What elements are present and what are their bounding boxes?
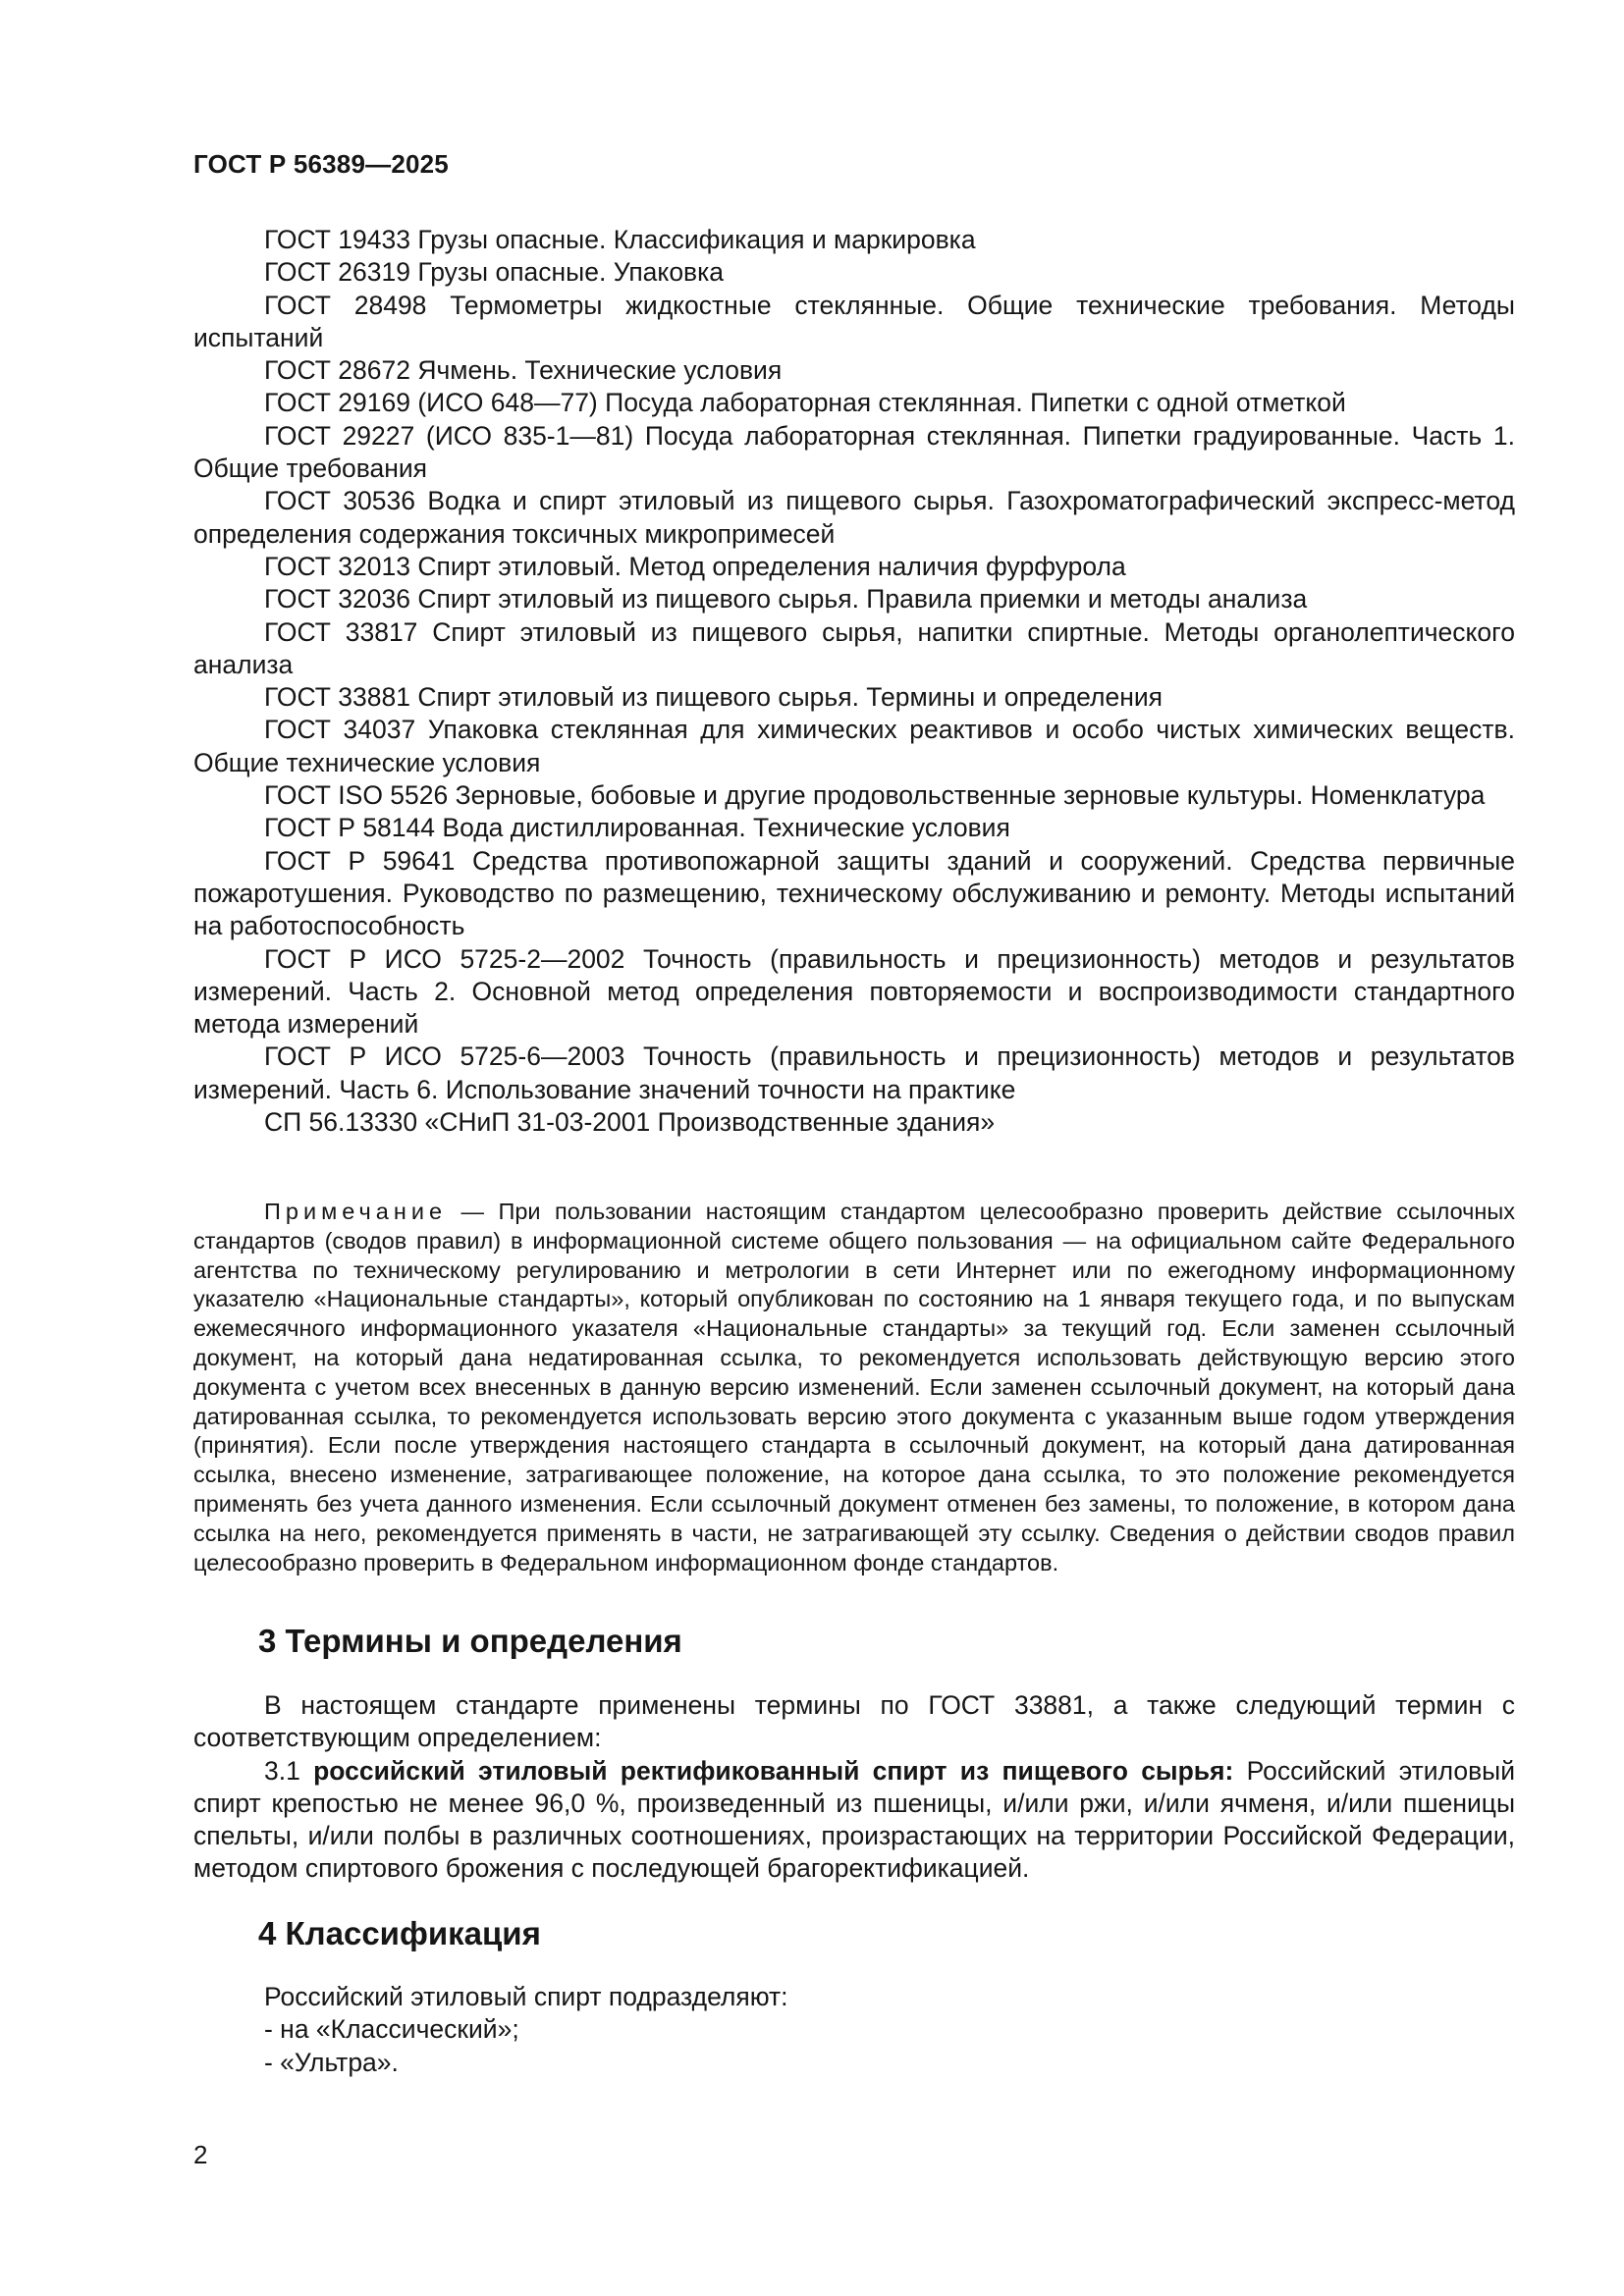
section-3-intro: В настоящем стандарте применены термины по ГОСТ 33881, а также следующий термин с соответствующим определением:: [193, 1690, 1515, 1753]
term-definition-text: Российский этиловый спирт крепостью не менее 96,0 %, произведенный из пшеницы, и/или ржи, и/или ячменя, и/или пшеницы спельты, и/или полбы в различных соотношениях, произрастающих на территории Российской Федерации, методом спиртового брожения с последующей брагоректификацией.: [193, 1755, 1516, 1884]
reference-item: [193, 583, 1515, 615]
reference-title: Средства противопожарной защиты зданий и сооружений. Средства первичные пожаротушения. Руководство по размещению, техническому обслуживанию и ремонту. Методы испытаний на работоспособность: [193, 845, 1515, 941]
reference-item: [193, 387, 1515, 419]
term-number: 3.1: [264, 1755, 300, 1786]
normative-references-list: [193, 224, 1515, 1139]
term-name: российский этиловый ректификованный спирт из пищевого сырья:: [313, 1755, 1234, 1786]
reference-item: [193, 1041, 1515, 1106]
section-4-heading: 4 Классификация: [258, 1915, 541, 1951]
reference-code: ГОСТ 30536: [264, 486, 415, 516]
reference-title: Спирт этиловый из пищевого сырья. Правила приемки и методы анализа: [417, 584, 1308, 614]
reference-title: Точность (правильность и прецизионность) методов и результатов измерений. Часть 2. Основной метод определения повторяемости и воспроизводимости стандартного метода измерений: [193, 943, 1515, 1040]
reference-title: Спирт этиловый. Метод определения наличия фурфурола: [417, 551, 1126, 581]
note-label: Примечание: [264, 1199, 448, 1224]
reference-item: [193, 616, 1515, 682]
reference-item: [193, 845, 1515, 943]
reference-title: Спирт этиловый из пищевого сырья. Термины и определения: [417, 682, 1163, 713]
reference-code: ГОСТ 34037: [264, 715, 416, 745]
reference-title: Спирт этиловый из пищевого сырья, напитки спиртные. Методы органолептического анализа: [193, 616, 1515, 679]
reference-code: ГОСТ 26319: [264, 257, 410, 288]
reference-title: Упаковка стеклянная для химических реактивов и особо чистых химических веществ. Общие технические условия: [193, 715, 1516, 777]
section-3-heading: 3 Термины и определения: [258, 1623, 682, 1659]
reference-title: Термометры жидкостные стеклянные. Общие технические требования. Методы испытаний: [193, 290, 1515, 352]
reference-code: ГОСТ 33881: [264, 682, 410, 713]
list-item: - «Ультра».: [264, 2047, 399, 2077]
reference-item: [193, 779, 1515, 812]
reference-title: «СНиП 31-03-2001 Производственные здания»: [424, 1107, 996, 1138]
reference-code: ГОСТ Р 59641: [264, 845, 456, 876]
reference-code: ГОСТ Р ИСО 5725-6—2003: [264, 1041, 625, 1072]
document-header: ГОСТ Р 56389—2025: [193, 149, 449, 179]
reference-code: ГОСТ Р ИСО 5725-2—2002: [264, 943, 625, 974]
reference-code: ГОСТ 28498: [264, 290, 427, 320]
reference-item: [193, 681, 1515, 714]
reference-title: Ячмень. Технические условия: [417, 355, 783, 386]
term-definition: [193, 1755, 1515, 1886]
reference-title: Водка и спирт этиловый из пищевого сырья. Газохроматографический экспресс-метод определения содержания токсичных микропримесей: [193, 486, 1515, 549]
reference-title: Зерновые, бобовые и другие продовольственные зерновые культуры. Номенклатура: [455, 780, 1486, 811]
section-4-body: [193, 1981, 1515, 2079]
reference-item: [193, 354, 1515, 387]
reference-title: Посуда лабораторная стеклянная. Пипетки градуированные. Часть 1. Общие требования: [193, 420, 1515, 484]
reference-code: ГОСТ 19433: [264, 225, 410, 254]
reference-code: ГОСТ 29227 (ИСО 835-1—81): [264, 420, 634, 451]
reference-item: [193, 290, 1515, 355]
reference-code: ГОСТ 32036: [264, 584, 410, 614]
reference-title: Посуда лабораторная стеклянная. Пипетки с одной отметкой: [605, 388, 1346, 418]
reference-title: Вода дистиллированная. Технические условия: [442, 813, 1010, 843]
reference-item: [193, 485, 1515, 551]
reference-item: [193, 1106, 1515, 1139]
section-4-intro: Российский этиловый спирт подразделяют:: [264, 1982, 788, 2011]
list-item: - на «Классический»;: [264, 2014, 519, 2045]
reference-item: [193, 943, 1515, 1041]
reference-code: ГОСТ ISO 5526: [264, 780, 449, 811]
reference-code: ГОСТ 28672: [264, 355, 410, 386]
reference-code: ГОСТ 33817: [264, 616, 418, 647]
reference-title: Точность (правильность и прецизионность) методов и результатов измерений. Часть 6. Использование значений точности на практике: [193, 1041, 1515, 1104]
reference-item: [193, 224, 1515, 256]
reference-item: [193, 812, 1515, 844]
reference-item: [193, 256, 1515, 289]
classification-list: [193, 2013, 1515, 2079]
reference-code: ГОСТ 32013: [264, 551, 410, 581]
reference-title: Грузы опасные. Упаковка: [417, 257, 725, 288]
note-text: — При пользовании настоящим стандартом целесообразно проверить действие ссылочных стандартов (сводов правил) в информационной системе общего пользования — на официальном сайте Федерального агентства по техническому регулированию и метрологии в сети Интернет или по ежегодному информационному указателю «Национальные стандарты», который опубликован по состоянию на 1 января текущего года, и по выпускам ежемесячного информационного указателя «Национальные стандарты» за текущий год. Если заменен ссылочный документ, на который дана недатированная ссылка, то рекомендуется использовать действующую версию этого документа с учетом всех внесенных в данную версию изменений. Если заменен ссылочный документ, на который дана датированная ссылка, то рекомендуется использовать версию этого документа с указанным выше годом утверждения (принятия). Если после утверждения настоящего стандарта в ссылочный документ, на который дана датированная ссылка, внесено изменение, затрагивающее положение, на которое дана ссылка, то это положение рекомендуется применять без учета данного изменения. Если ссылочный документ отменен без замены, то положение, в котором дана ссылка на него, рекомендуется применять в части, не затрагивающей эту ссылку. Сведения о действии сводов правил целесообразно проверить в Федеральном информационном фонде стандартов.: [193, 1199, 1515, 1575]
references-note: [193, 1198, 1515, 1577]
reference-code: ГОСТ 29169 (ИСО 648—77): [264, 388, 598, 418]
reference-code: СП 56.13330: [264, 1107, 418, 1138]
reference-item: [193, 714, 1515, 779]
reference-code: ГОСТ Р 58144: [264, 813, 436, 843]
reference-item: [193, 551, 1515, 583]
section-3-body: [193, 1689, 1515, 1886]
reference-item: [193, 420, 1515, 486]
page-number: 2: [193, 2140, 208, 2169]
reference-title: Грузы опасные. Классификация и маркировка: [417, 225, 976, 254]
